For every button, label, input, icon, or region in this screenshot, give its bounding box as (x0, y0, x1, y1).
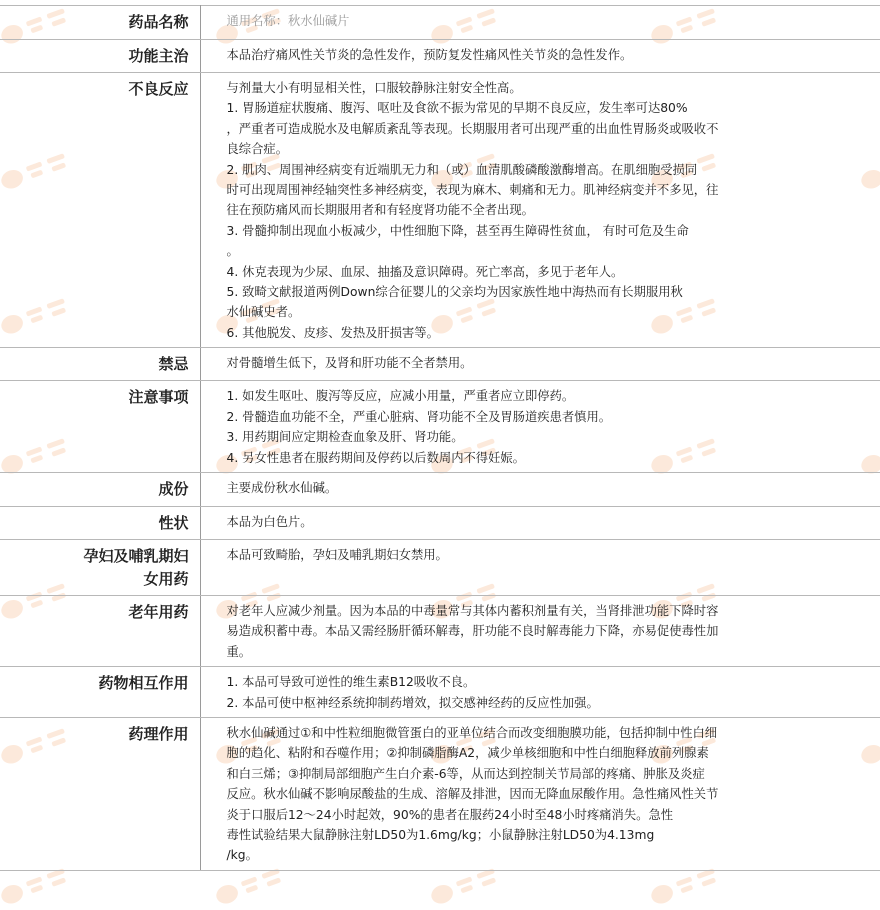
field-label: 药品名称 (0, 6, 200, 40)
field-value-line: 4. 另女性患者在服药期间及停药以后数周内不得妊娠。 (226, 450, 525, 465)
field-value-line: 1. 如发生呕吐、腹泻等反应，应减小用量，严重者应立即停药。 (226, 389, 575, 404)
field-value-line: 通用名称：秋水仙碱片 (226, 14, 350, 28)
field-label (0, 539, 200, 595)
field-label-line: 女用药 (143, 569, 189, 588)
field-value (200, 40, 880, 73)
info-row (0, 506, 880, 539)
field-value-line: /kg。 (226, 848, 258, 863)
field-value-line: 3. 骨髓抑制出现血小板减少，中性细胞下降，甚至再生障碍性贫血， 有时可危及生命 (226, 223, 689, 238)
info-row (0, 40, 880, 73)
field-label: 老年用药 (0, 595, 200, 666)
info-row (0, 348, 880, 381)
field-value-line: 时可出现周围神经轴突性多神经病变，表现为麻木、刺痛和无力。肌神经病变并不多见，往 (226, 183, 719, 198)
info-row (0, 667, 880, 718)
field-value-line: 本品为白色片。 (226, 514, 313, 529)
info-row (0, 381, 880, 473)
field-value-line: 往在预防痛风而长期服用者和有轻度肾功能不全者出现。 (226, 203, 534, 218)
field-value-line: 2. 本品可使中枢神经系统抑制药增效，拟交感神经药的反应性加强。 (226, 695, 599, 710)
field-value-line: 胞的趋化、粘附和吞噬作用；②抑制磷脂酶A2，减少单核细胞和中性白细胞释放前列腺素 (226, 746, 709, 761)
field-value (200, 717, 880, 870)
field-value-line: 3. 用药期间应定期检查血象及肝、肾功能。 (226, 430, 464, 445)
field-value-line: 本品可致畸胎，孕妇及哺乳期妇女禁用。 (226, 547, 448, 562)
field-value (200, 472, 880, 506)
field-value (200, 73, 880, 348)
field-value-line: 1. 胃肠道症状腹痛、腹泻、呕吐及食欲不振为常见的早期不良反应，发生率可达80% (226, 101, 688, 116)
field-value-line: 对老年人应减少剂量。因为本品的中毒量常与其体内蓄积剂量有关，当肾排泄功能下降时容 (226, 603, 719, 618)
info-row (0, 595, 880, 666)
field-value-line: 秋水仙碱通过①和中性粒细胞微管蛋白的亚单位结合而改变细胞膜功能，包括抑制中性白细 (226, 725, 718, 740)
info-row (0, 6, 880, 40)
field-value-line: 2. 骨髓造血功能不全，严重心脏病、肾功能不全及胃肠道疾患者慎用。 (226, 409, 612, 424)
field-label: 性状 (0, 506, 200, 539)
field-value-line: 主要成份秋水仙碱。 (226, 480, 338, 495)
field-label: 药理作用 (0, 717, 200, 870)
field-value-line: 2. 肌肉、周围神经病变有近端肌无力和（或）血清肌酸磷酸激酶增高。在肌细胞受损同 (226, 162, 698, 177)
field-label: 注意事项 (0, 381, 200, 473)
field-value-line: ，严重者可造成脱水及电解质紊乱等表现。长期服用者可出现严重的出血性胃肠炎或吸收不 (226, 121, 719, 136)
info-row (0, 539, 880, 595)
info-row (0, 717, 880, 870)
field-value-line: 4. 休克表现为少尿、血尿、抽搐及意识障碍。死亡率高，多见于老年人。 (226, 264, 624, 279)
field-label: 不良反应 (0, 73, 200, 348)
field-value (200, 667, 880, 718)
field-value-line: 1. 本品可导致可逆性的维生素B12吸收不良。 (226, 675, 476, 690)
field-value-line: 反应。秋水仙碱不影响尿酸盐的生成、溶解及排泄，因而无降血尿酸作用。急性痛风性关节 (226, 787, 719, 802)
field-value-line: 重。 (226, 644, 252, 659)
field-label: 药物相互作用 (0, 667, 200, 718)
field-value (200, 539, 880, 595)
field-value-line: 本品治疗痛风性关节炎的急性发作，预防复发性痛风性关节炎的急性发作。 (226, 48, 633, 62)
field-value-line: 良综合症。 (226, 142, 288, 157)
info-row (0, 73, 880, 348)
field-value-line: 5. 致畸文献报道两例Down综合征婴儿的父亲均为因家族性地中海热而有长期服用秋 (226, 285, 683, 300)
field-value-line: 6. 其他脱发、皮疹、发热及肝损害等。 (226, 325, 439, 340)
field-value-line: 炎于口服后12～24小时起效，90%的患者在服药24小时至48小时疼痛消失。急性 (226, 807, 674, 822)
field-value-line: 水仙碱史者。 (226, 305, 301, 320)
field-label: 功能主治 (0, 40, 200, 73)
field-value-line: 和白三烯；③抑制局部细胞产生白介素-6等，从而达到控制关节局部的疼痛、肿胀及炎症 (226, 766, 705, 781)
field-value-line: 易造成积蓄中毒。本品又需经肠肝循环解毒，肝功能不良时解毒能力下降，亦易促使毒性加 (226, 624, 719, 639)
field-value (200, 595, 880, 666)
field-value-line: 与剂量大小有明显相关性，口服较静脉注射安全性高。 (226, 81, 522, 95)
field-value-line: 。 (226, 244, 239, 259)
field-value (200, 348, 880, 381)
field-label: 成份 (0, 472, 200, 506)
field-value (200, 381, 880, 473)
field-value (200, 506, 880, 539)
field-value (200, 6, 880, 40)
field-label: 禁忌 (0, 348, 200, 381)
field-value-line: 对骨髓增生低下，及肾和肝功能不全者禁用。 (226, 356, 473, 371)
field-value-line: 毒性试验结果大鼠静脉注射LD50为1.6mg/kg；小鼠静脉注射LD50为4.13mg (226, 827, 655, 842)
info-row (0, 472, 880, 506)
field-label-line: 孕妇及哺乳期妇 (83, 546, 189, 565)
drug-info-table (0, 5, 880, 871)
